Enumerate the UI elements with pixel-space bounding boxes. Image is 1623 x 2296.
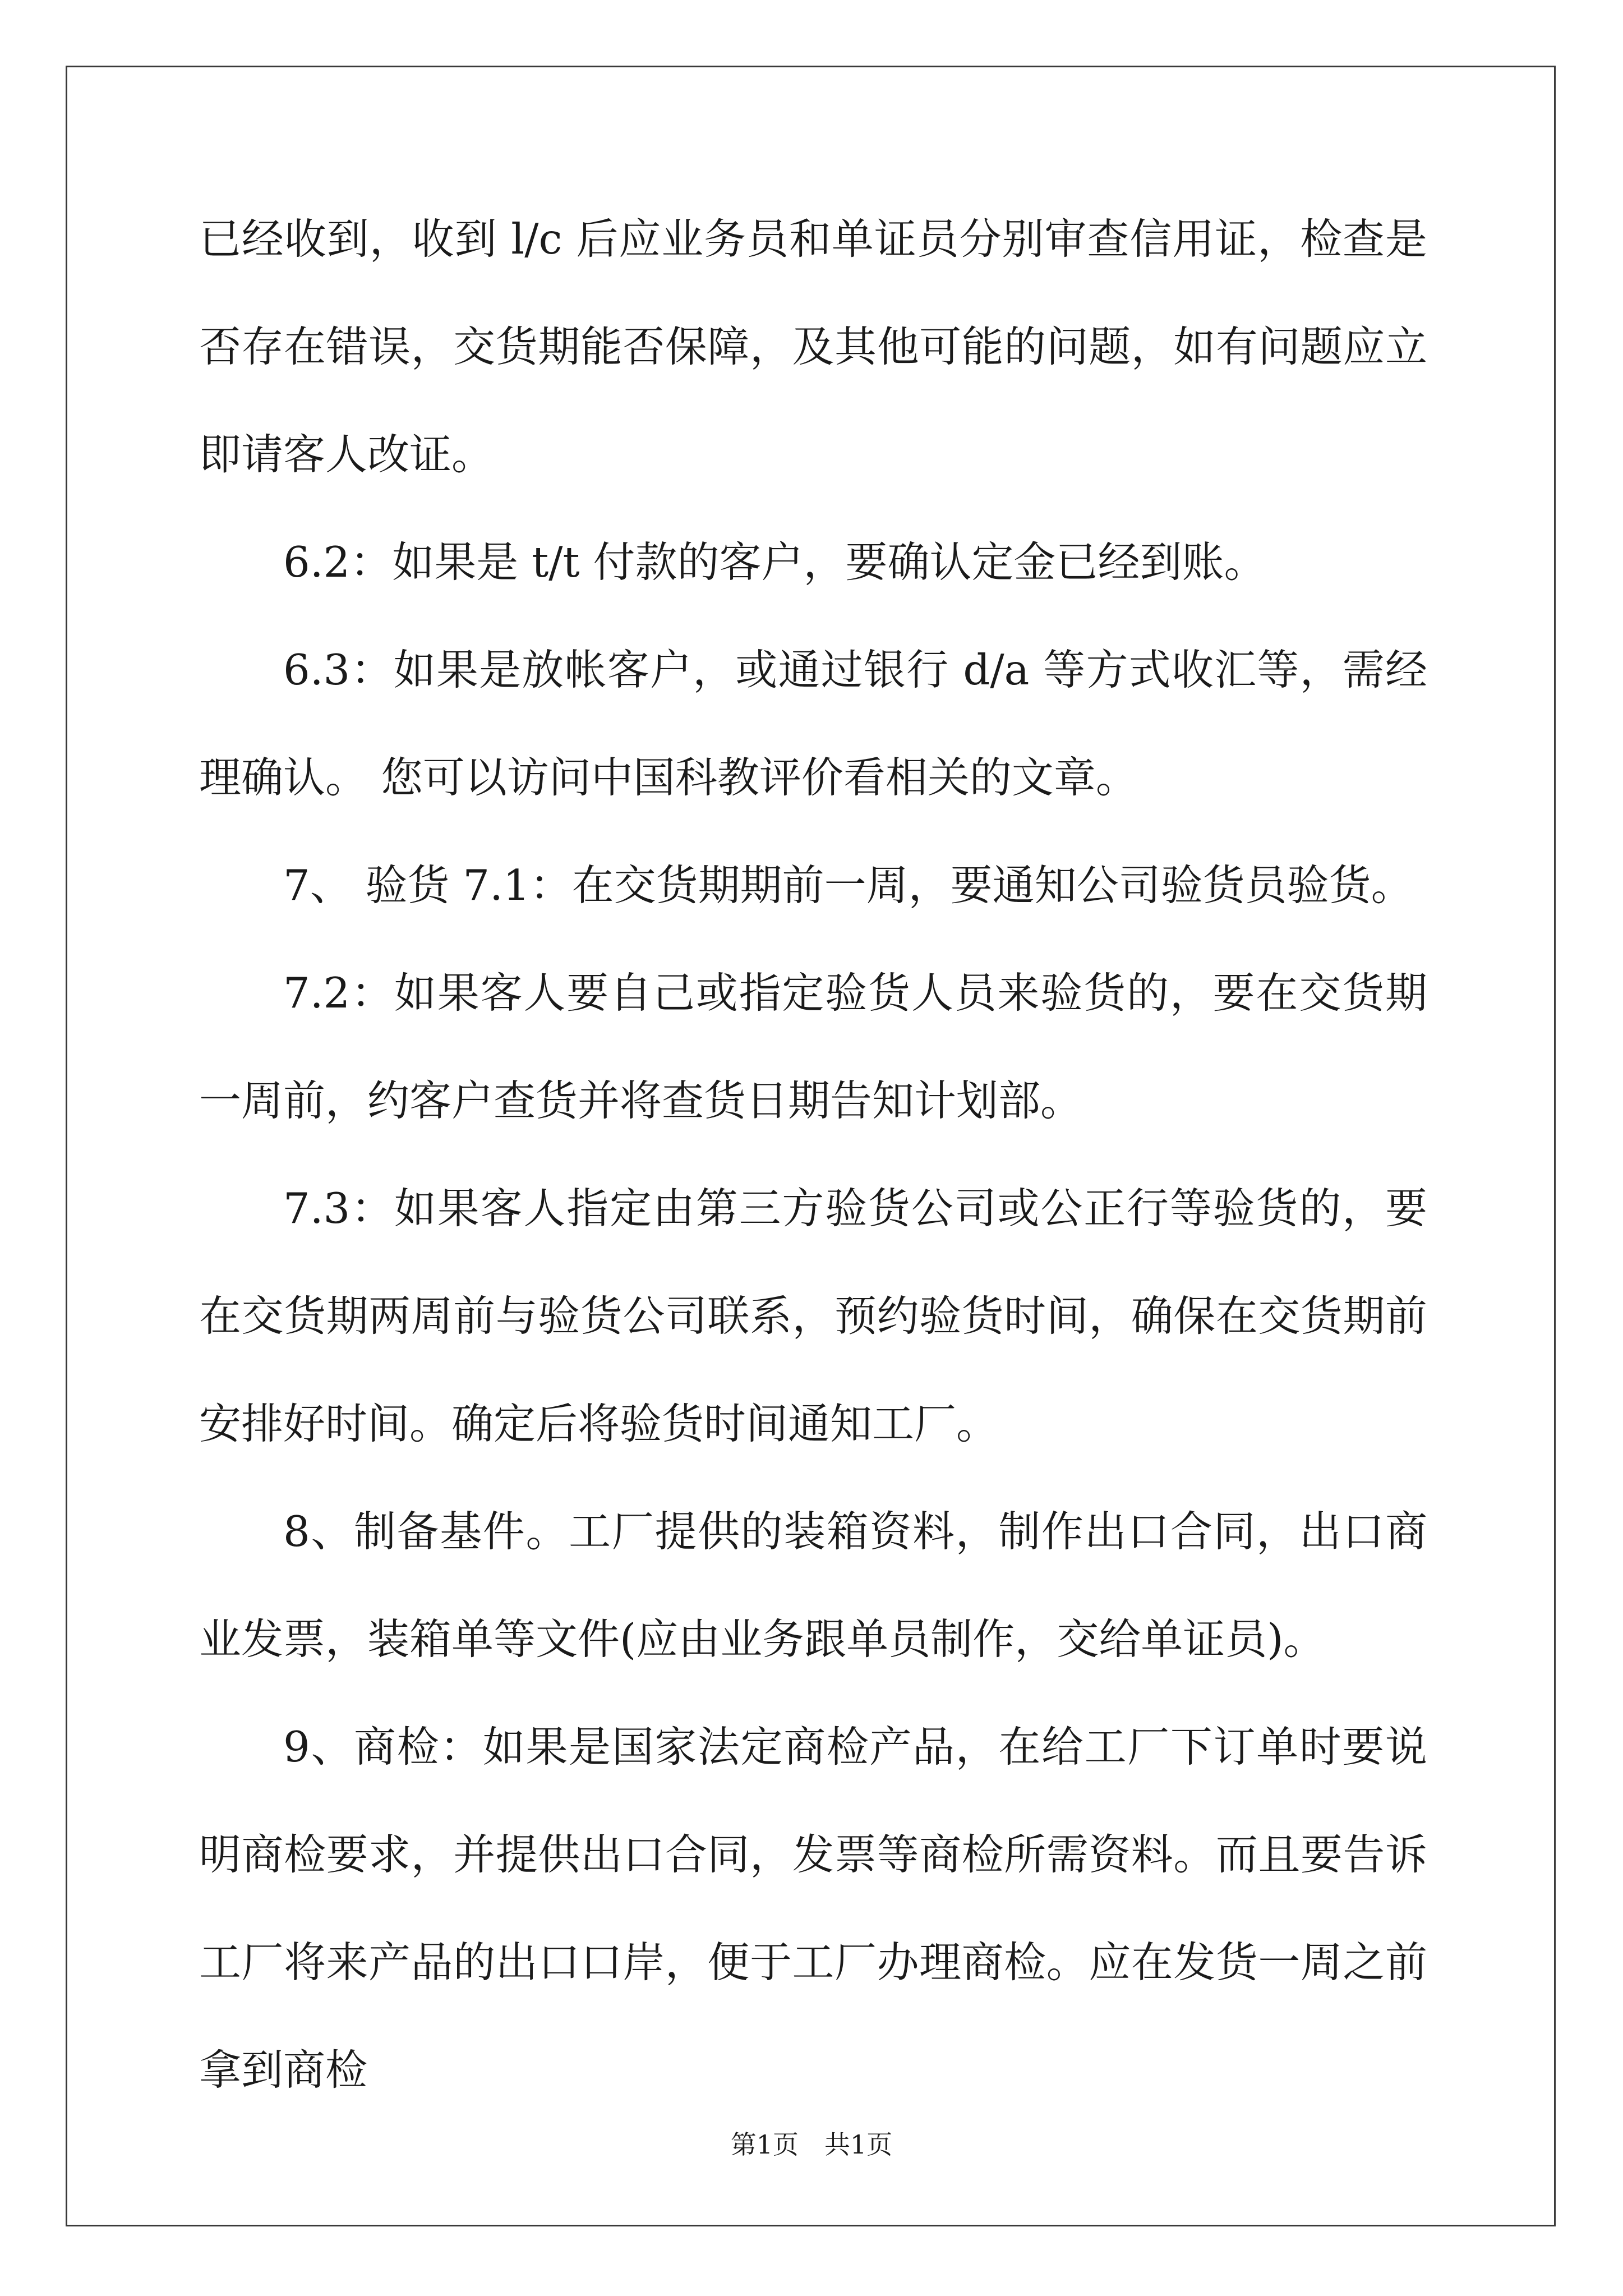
paragraph-7-2: 7.2：如果客人要自己或指定验货人员来验货的，要在交货期一周前，约客户查货并将查货日期告知计划部。 (199, 968, 1427, 1125)
paragraph-6-2: 6.2：如果是 t/t 付款的客户，要确认定金已经到账。 (283, 537, 1266, 587)
document-body (199, 185, 1427, 2124)
page-footer: 第1页 共1页 (730, 2129, 893, 2160)
paragraph-9: 9、商检：如果是国家法定商检产品，在给工厂下订单时要说明商检要求，并提供出口合同，发票等商检所需资料。而且要告诉工厂将来产品的出口口岸，便于工厂办理商检。应在发货一周之前拿到商检 (199, 1722, 1427, 2095)
paragraph-7: 7、 验货 7.1：在交货期期前一周，要通知公司验货员验货。 (283, 861, 1413, 910)
paragraph-7-3: 7.3：如果客人指定由第三方验货公司或公正行等验货的，要在交货期两周前与验货公司联系，预约验货时间，确保在交货期前安排好时间。确定后将验货时间通知工厂。 (199, 1184, 1427, 1448)
paragraph-1: 已经收到，收到 l/c 后应业务员和单证员分别审查信用证，检查是否存在错误，交货期能否保障，及其他可能的问题，如有问题应立即请客人改证。 (199, 214, 1427, 479)
paragraph-8: 8、制备基件。工厂提供的装箱资料，制作出口合同，出口商业发票，装箱单等文件(应由业务跟单员制作，交给单证员)。 (199, 1507, 1427, 1664)
paragraph-6-3: 6.3：如果是放帐客户，或通过银行 d/a 等方式收汇等，需经理确认。 您可以访问中国科教评价看相关的文章。 (199, 645, 1427, 802)
